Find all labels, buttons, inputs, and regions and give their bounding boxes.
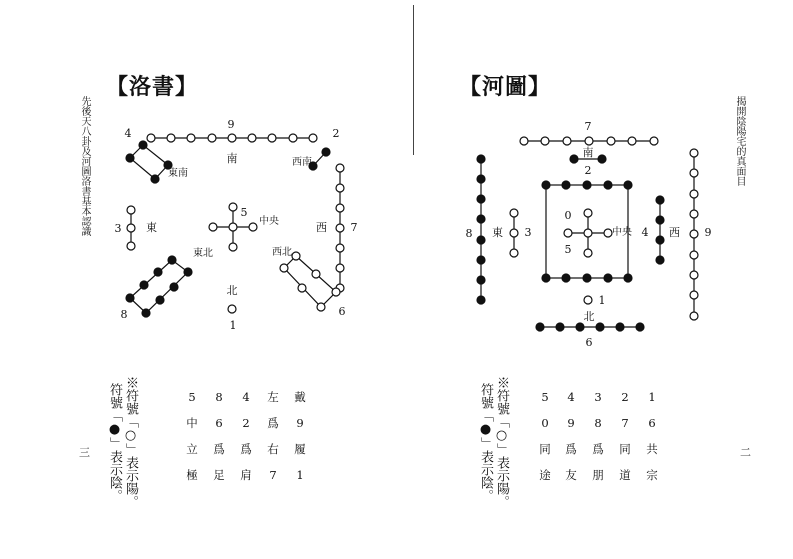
luoshu-label-2: 2 — [332, 127, 340, 140]
luoshu-label-east: 東 — [146, 221, 157, 234]
hetu-group-1 — [584, 296, 592, 304]
hetu-label-1: 1 — [598, 294, 606, 307]
right-side-caption: 揭開陰陽宅的真面目 — [734, 96, 745, 186]
luoshu-label-south: 南 — [226, 152, 238, 165]
hetu-label-east: 東 — [492, 226, 503, 239]
luoshu-label-northwest: 西北 — [272, 247, 292, 258]
luoshu-group-7 — [336, 164, 344, 292]
hetu-group-6 — [536, 323, 644, 331]
hetu-table-column: 3 8 爲 朋 — [592, 390, 604, 482]
luoshu-label-southeast: 東南 — [168, 168, 188, 179]
luoshu-label-center: 中央 — [259, 216, 279, 227]
hetu-diagram — [410, 0, 793, 360]
hetu-label-center: 中央 — [612, 227, 632, 238]
luoshu-diagram — [0, 0, 410, 360]
luoshu-label-5: 5 — [240, 206, 248, 219]
hetu-group-8 — [477, 155, 485, 304]
hetu-label-2: 2 — [584, 164, 592, 177]
right-note-yin: 符號「●」表示陰。 — [478, 383, 493, 502]
luoshu-group-9 — [147, 134, 317, 142]
hetu-group-9 — [690, 149, 698, 320]
luoshu-group-3 — [127, 206, 135, 250]
hetu-label-3: 3 — [524, 226, 532, 239]
hetu-title: 【河圖】 — [459, 74, 552, 100]
hetu-label-west: 西 — [669, 226, 680, 239]
luoshu-label-west: 西 — [316, 221, 327, 234]
luoshu-table-column: 左 爲 右 7 — [267, 390, 279, 482]
luoshu-label-7: 7 — [350, 221, 358, 234]
luoshu-group-2 — [309, 148, 330, 170]
left-note-yin: 符號「●」表示陰。 — [107, 383, 122, 502]
right-note-yang: ※符號「○」表示陽。 — [494, 376, 509, 508]
hetu-table-column: 5 0 同 途 — [539, 390, 551, 482]
luoshu-label-north: 北 — [226, 284, 238, 297]
hetu-label-north: 北 — [583, 310, 595, 323]
luoshu-group-8 — [126, 256, 192, 317]
luoshu-label-southwest: 西南 — [292, 157, 312, 168]
hetu-group-3 — [510, 209, 518, 257]
hetu-table-column: 4 9 爲 友 — [565, 390, 577, 482]
right-page-number: 二 — [740, 446, 751, 459]
luoshu-group-6 — [280, 252, 340, 311]
luoshu-label-northeast: 東北 — [193, 248, 213, 259]
luoshu-group-5 — [209, 203, 257, 251]
hetu-label-9: 9 — [704, 226, 712, 239]
left-page-number: 三 — [79, 446, 90, 459]
luoshu-label-1: 1 — [229, 319, 237, 332]
hetu-table-column: 2 7 同 道 — [619, 390, 631, 482]
luoshu-label-9: 9 — [227, 118, 235, 131]
hetu-label-5: 5 — [564, 243, 572, 256]
luoshu-label-8: 8 — [120, 308, 128, 321]
hetu-label-6: 6 — [585, 336, 593, 349]
hetu-label-0: 0 — [564, 209, 572, 222]
luoshu-table-column: 5 中 立 極 — [186, 390, 198, 482]
luoshu-label-6: 6 — [338, 305, 346, 318]
hetu-label-7: 7 — [584, 120, 592, 133]
luoshu-label-4: 4 — [124, 127, 132, 140]
left-note-yang: ※符號「○」表示陽。 — [123, 376, 138, 508]
luoshu-table-column: 戴 9 履 1 — [294, 390, 306, 482]
luoshu-label-3: 3 — [114, 222, 122, 235]
hetu-group-7 — [520, 137, 658, 145]
luoshu-table-column: 8 6 爲 足 — [213, 390, 225, 482]
hetu-table-column: 1 6 共 宗 — [646, 390, 658, 482]
luoshu-table-column: 4 2 爲 肩 — [240, 390, 252, 482]
luoshu-group-1 — [228, 305, 236, 313]
luoshu-title: 【洛書】 — [106, 74, 199, 100]
hetu-label-4: 4 — [641, 226, 649, 239]
left-side-caption: 先後天八卦及河圖洛書基本認識 — [79, 96, 90, 236]
hetu-label-south: 南 — [582, 146, 594, 159]
hetu-label-8: 8 — [465, 227, 473, 240]
luoshu-group-4 — [126, 141, 172, 183]
hetu-group-4 — [656, 196, 664, 264]
